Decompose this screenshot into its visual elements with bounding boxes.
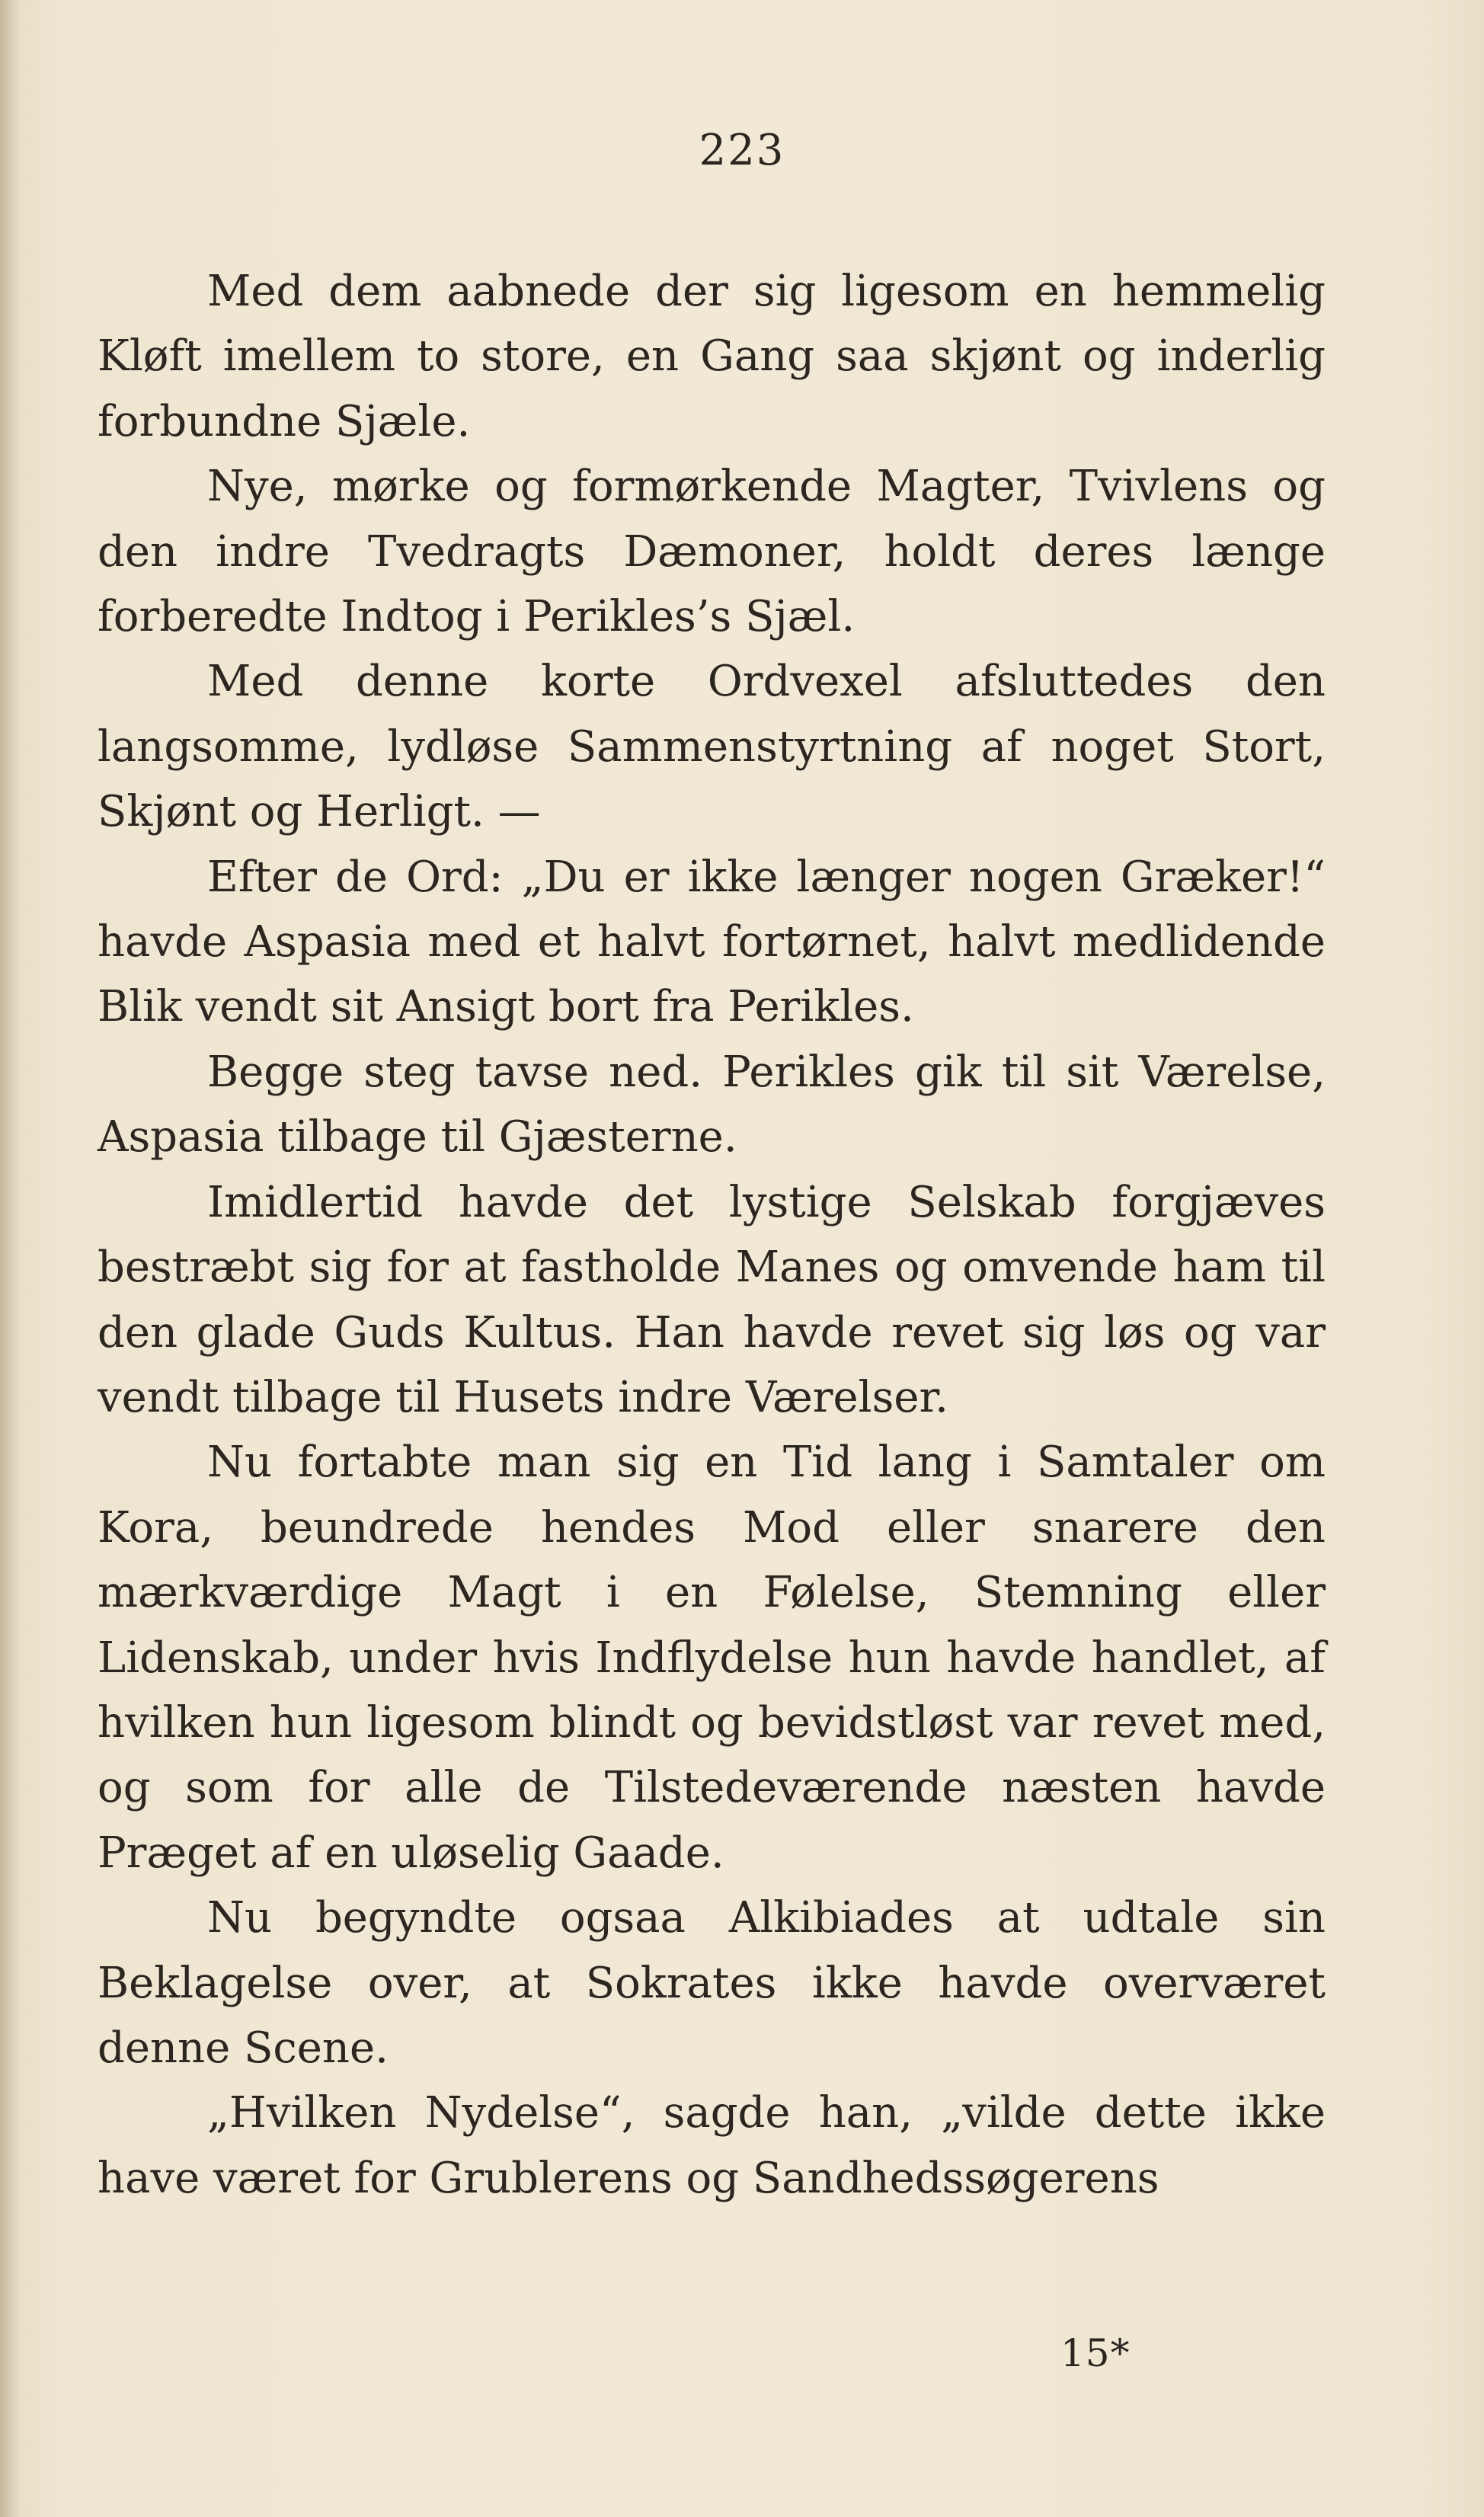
page-edge-shadow <box>0 0 20 2517</box>
paragraph: Efter de Ord: „Du er ikke længer nogen Græker!“ havde Aspasia med et halvt fortørnet, halvt medlidende Blik vendt sit Ansigt bort fra Perikles. <box>98 852 1326 1032</box>
paragraph: Imidlertid havde det lystige Selskab forgjæves bestræbt sig for at fastholde Manes og omvende ham til den glade Guds Kultus. Han havde revet sig løs og var vendt tilbage til Husets indre Værelser. <box>98 1177 1326 1422</box>
paragraph: Nye, mørke og formørkende Magter, Tvivlens og den indre Tvedragts Dæmoner, holdt deres længe forberedte Indtog i Perikles’s Sjæl. <box>98 462 1326 642</box>
paragraph: Med denne korte Ordvexel afsluttedes den langsomme, lydløse Sammenstyrtning af noget Stort, Skjønt og Herligt. — <box>98 657 1326 837</box>
paragraph: Nu begyndte ogsaa Alkibiades at udtale sin Beklagelse over, at Sokrates ikke havde overværet denne Scene. <box>98 1893 1326 2073</box>
paragraph: Begge steg tavse ned. Perikles gik til sit Værelse, Aspasia tilbage til Gjæsterne. <box>98 1047 1326 1163</box>
paragraph: Nu fortabte man sig en Tid lang i Samtaler om Kora, beundrede hendes Mod eller snarere den mærkværdige Magt i en Følelse, Stemning eller Lidenskab, under hvis Indflydelse hun havde handlet, af hvilken hun ligesom blindt og bevidstløst var revet med, og som for alle de Tilstedeværende næsten havde Præget af en uløselig Gaade. <box>98 1438 1326 1878</box>
body-text <box>98 259 1326 2211</box>
page-number: 223 <box>699 126 785 175</box>
paragraph: Med dem aabnede der sig ligesom en hemmelig Kløft imellem to store, en Gang saa skjønt og inderlig forbundne Sjæle. <box>98 267 1326 446</box>
signature-mark: 15* <box>1060 2331 1131 2375</box>
paragraph: „Hvilken Nydelse“, sagde han, „vilde dette ikke have været for Grublerens og Sandhedssøgerens <box>98 2088 1326 2203</box>
